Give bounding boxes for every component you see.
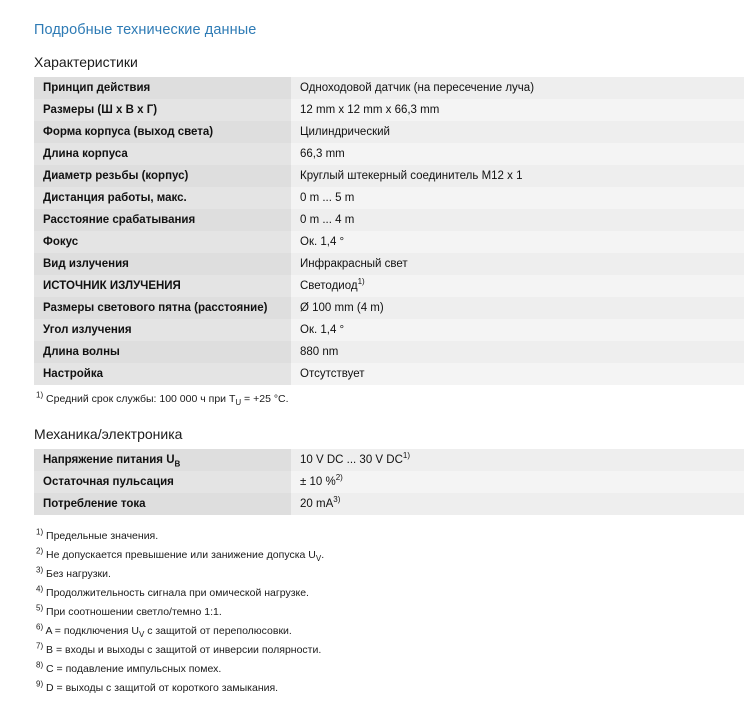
footnote-text: Не допускается превышение или занижение допуска U <box>46 549 316 561</box>
footnote-text: Без нагрузки. <box>46 568 111 580</box>
row-key: ИСТОЧНИК ИЗЛУЧЕНИЯ <box>34 275 291 297</box>
row-value: Отсутствует <box>291 363 744 385</box>
footnote-item <box>36 605 734 619</box>
footnotes-list <box>34 529 734 695</box>
row-value-text: Светодиод <box>300 280 358 292</box>
row-value <box>291 493 744 515</box>
row-value: 12 mm x 12 mm x 66,3 mm <box>291 99 744 121</box>
table-row <box>34 493 744 515</box>
row-value: 0 m ... 4 m <box>291 209 744 231</box>
footnote-subscript: U <box>235 398 242 408</box>
page-title: Подробные технические данные <box>34 22 257 38</box>
footnote-text: D = выходы с защитой от короткого замыкания. <box>46 682 279 694</box>
footnote-ref: 1) <box>357 277 365 287</box>
table-row <box>34 187 744 209</box>
row-key: Диаметр резьбы (корпус) <box>34 165 291 187</box>
table-row <box>34 209 744 231</box>
footnote-ref: 1) <box>402 451 411 461</box>
footnote-item <box>36 681 734 695</box>
section-mechanics-electronics <box>34 426 734 515</box>
table-row <box>34 341 744 363</box>
footnote-ref: 2) <box>335 473 343 483</box>
footnote-tail: = +25 °C. <box>241 393 289 405</box>
table-row <box>34 143 744 165</box>
footnote-tail: . <box>321 549 325 561</box>
footnote-subscript: V <box>315 554 322 564</box>
footnote-marker: 5) <box>36 603 44 613</box>
row-value: Ок. 1,4 ° <box>291 231 744 253</box>
row-key: Расстояние срабатывания <box>34 209 291 231</box>
section-heading-mechanics: Механика/электроника <box>34 426 183 442</box>
footnote-item <box>36 662 734 676</box>
section-characteristics <box>34 54 734 406</box>
footnote-ref: 3) <box>333 495 341 505</box>
footnote-item <box>36 567 734 581</box>
footnote-marker: 8) <box>36 660 44 670</box>
row-key <box>34 449 291 471</box>
table-row <box>34 297 744 319</box>
row-key: Потребление тока <box>34 493 291 515</box>
footnote-text: A = подключения U <box>45 625 139 637</box>
row-value: Инфракрасный свет <box>291 253 744 275</box>
footnote-marker: 9) <box>36 679 44 689</box>
row-key: Фокус <box>34 231 291 253</box>
table-row <box>34 319 744 341</box>
section-footnote-characteristics <box>36 392 734 406</box>
row-value: Ок. 1,4 ° <box>291 319 744 341</box>
row-value: Одноходовой датчик (на пересечение луча) <box>291 77 744 99</box>
footnote-item <box>36 624 734 638</box>
table-row <box>34 449 744 471</box>
row-key: Форма корпуса (выход света) <box>34 121 291 143</box>
row-value: 880 nm <box>291 341 744 363</box>
footnote-tail: с защитой от переполюсовки. <box>144 625 292 637</box>
row-key: Принцип действия <box>34 77 291 99</box>
footnote-text: C = подавление импульсных помех. <box>46 663 222 675</box>
row-value: Цилиндрический <box>291 121 744 143</box>
row-key: Угол излучения <box>34 319 291 341</box>
row-key-text: Напряжение питания U <box>43 454 175 466</box>
footnote-text: B = входы и выходы с защитой от инверсии полярности. <box>46 644 322 656</box>
row-key: Дистанция работы, макс. <box>34 187 291 209</box>
row-key: Длина волны <box>34 341 291 363</box>
footnote-marker: 1) <box>36 527 44 537</box>
row-value <box>291 275 744 297</box>
row-value: 66,3 mm <box>291 143 744 165</box>
footnote-marker: 2) <box>36 546 44 556</box>
row-key: Размеры (Ш x В x Г) <box>34 99 291 121</box>
spec-table-characteristics <box>34 77 744 385</box>
row-value-text: ± 10 % <box>300 476 336 488</box>
table-row <box>34 231 744 253</box>
spec-table-mechanics <box>34 449 744 515</box>
table-row <box>34 363 744 385</box>
table-row <box>34 471 744 493</box>
footnote-marker: 1) <box>36 390 44 400</box>
section-heading-characteristics: Характеристики <box>34 54 138 70</box>
row-key-subscript: B <box>174 459 181 469</box>
row-value: Круглый штекерный соединитель M12 x 1 <box>291 165 744 187</box>
footnote-item <box>36 548 734 562</box>
footnote-text: Средний срок службы: 100 000 ч при T <box>46 393 236 405</box>
table-row <box>34 99 744 121</box>
row-value-text: 20 mA <box>300 498 334 510</box>
table-row <box>34 77 744 99</box>
footnote-text: Предельные значения. <box>46 530 159 542</box>
row-value-text: 10 V DC ... 30 V DC <box>300 454 403 466</box>
table-row <box>34 275 744 297</box>
footnote-text: При соотношении светло/темно 1:1. <box>46 606 222 618</box>
footnote-item <box>36 643 734 657</box>
row-value: 0 m ... 5 m <box>291 187 744 209</box>
footnote-marker: 7) <box>36 641 44 651</box>
row-key: Размеры светового пятна (расстояние) <box>34 297 291 319</box>
footnote-item <box>36 529 734 543</box>
table-row <box>34 253 744 275</box>
table-row <box>34 121 744 143</box>
footnote-marker: 3) <box>36 565 44 575</box>
footnote-text: Продолжительность сигнала при омической нагрузке. <box>46 587 309 599</box>
row-value <box>291 449 744 471</box>
row-key: Остаточная пульсация <box>34 471 291 493</box>
footnote-marker: 4) <box>36 584 44 594</box>
row-key: Вид излучения <box>34 253 291 275</box>
row-key: Длина корпуса <box>34 143 291 165</box>
footnote-marker: 6) <box>36 622 44 632</box>
row-value <box>291 471 744 493</box>
row-key: Настройка <box>34 363 291 385</box>
footnote-item <box>36 586 734 600</box>
table-row <box>34 165 744 187</box>
row-value: Ø 100 mm (4 m) <box>291 297 744 319</box>
footnote-subscript: V <box>138 630 145 640</box>
